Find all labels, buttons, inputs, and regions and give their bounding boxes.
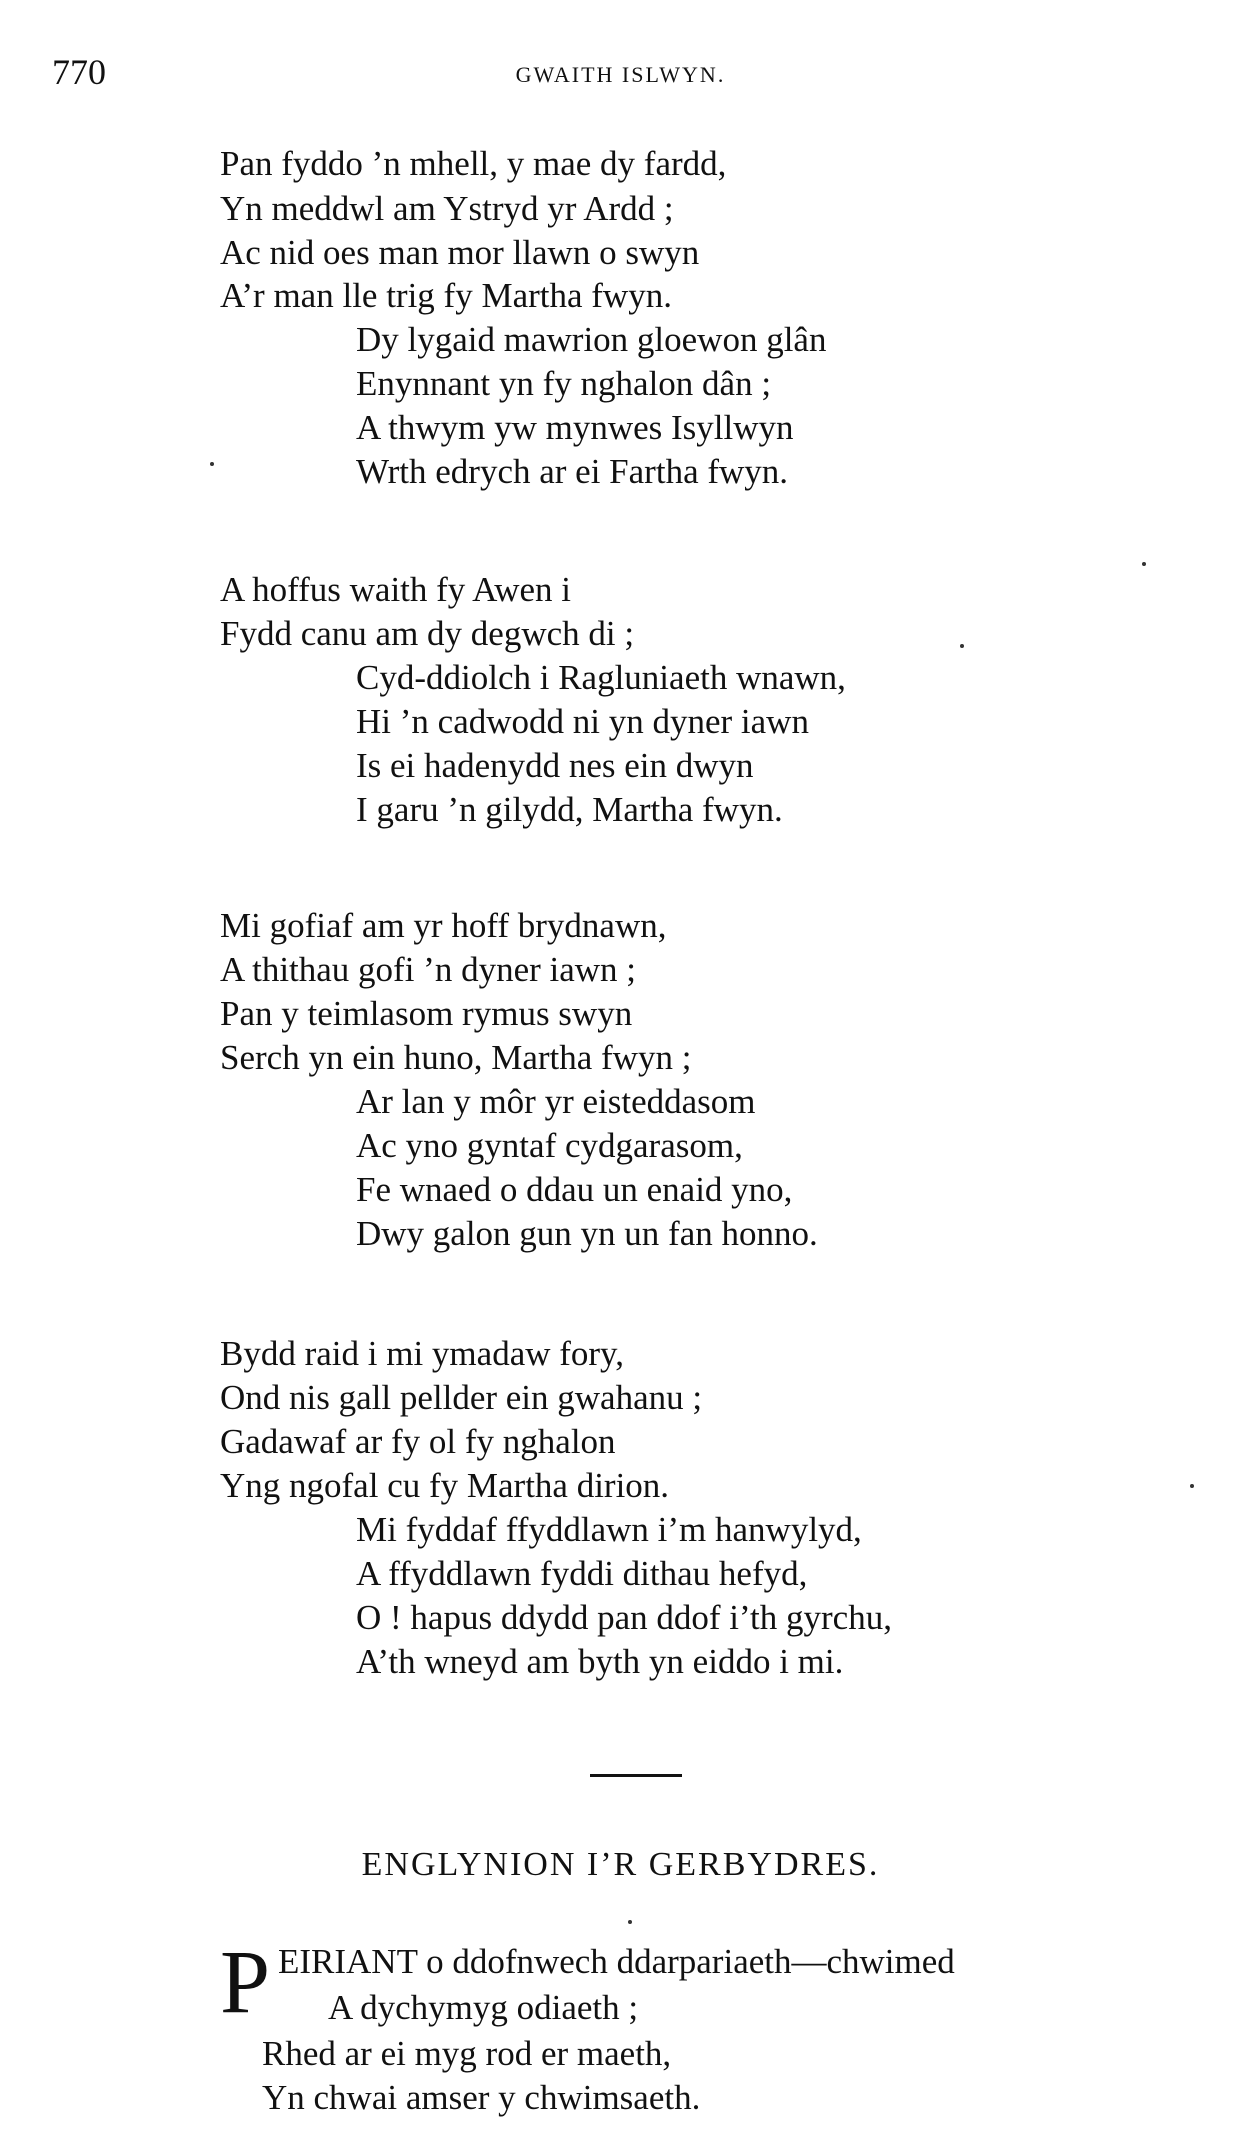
ink-speck: [1190, 1484, 1194, 1488]
poem-line: Fydd canu am dy degwch di ;: [220, 614, 635, 653]
poem-title: ENGLYNION I’R GERBYDRES.: [361, 1846, 880, 1883]
poem-line: A ffyddlawn fyddi dithau hefyd,: [356, 1554, 808, 1593]
page-number: 770: [52, 52, 106, 92]
ink-speck: [210, 462, 214, 466]
ink-speck: [960, 644, 964, 648]
poem-line: Ac nid oes man mor llawn o swyn: [220, 233, 700, 272]
poem-line: I garu ’n gilydd, Martha fwyn.: [356, 790, 783, 829]
poem-line: Fe wnaed o ddau un enaid yno,: [356, 1170, 793, 1209]
poem-line: Ond nis gall pellder ein gwahanu ;: [220, 1378, 703, 1417]
poem-line: Ar lan y môr yr eisteddasom: [356, 1082, 756, 1121]
poem-line: Wrth edrych ar ei Fartha fwyn.: [356, 452, 789, 491]
poem-line: Pan fyddo ’n mhell, y mae dy fardd,: [220, 144, 727, 183]
poem-line: Mi gofiaf am yr hoff brydnawn,: [220, 906, 667, 945]
poem-line: Yn meddwl am Ystryd yr Ardd ;: [220, 189, 674, 228]
poem-line: A thwym yw mynwes Isyllwyn: [356, 408, 794, 447]
poem-line: Bydd raid i mi ymadaw fory,: [220, 1334, 625, 1373]
poem-line: Cyd-ddiolch i Ragluniaeth wnawn,: [356, 658, 846, 697]
poem-line: Yn chwai amser y chwimsaeth.: [262, 2078, 701, 2117]
ink-speck: [1142, 562, 1146, 566]
poem-line: Yng ngofal cu fy Martha dirion.: [220, 1466, 670, 1505]
poem-line: EIRIANT o ddofnwech ddarpariaeth—chwimed: [278, 1942, 955, 1981]
poem-line: A dychymyg odiaeth ;: [328, 1988, 639, 2027]
poem-line: A’th wneyd am byth yn eiddo i mi.: [356, 1642, 844, 1681]
poem-line: A’r man lle trig fy Martha fwyn.: [220, 276, 672, 315]
poem-line: Enynnant yn fy nghalon dân ;: [356, 364, 772, 403]
running-head: GWAITH ISLWYN.: [515, 62, 726, 87]
poem-line: O ! hapus ddydd pan ddof i’th gyrchu,: [356, 1598, 892, 1637]
poem-line: Is ei hadenydd nes ein dwyn: [356, 746, 754, 785]
ink-speck: [628, 1920, 632, 1924]
poem-line: Mi fyddaf ffyddlawn i’m hanwylyd,: [356, 1510, 862, 1549]
drop-cap: P: [220, 1933, 271, 2032]
section-divider: [590, 1774, 682, 1777]
poem-line: A hoffus waith fy Awen i: [220, 570, 571, 609]
poem-line: Dwy galon gun yn un fan honno.: [356, 1214, 818, 1253]
poem-line: Gadawaf ar fy ol fy nghalon: [220, 1422, 616, 1461]
poem-line: Pan y teimlasom rymus swyn: [220, 994, 633, 1033]
poem-line: A thithau gofi ’n dyner iawn ;: [220, 950, 637, 989]
poem-line: Rhed ar ei myg rod er maeth,: [262, 2034, 672, 2073]
poem-line: Hi ’n cadwodd ni yn dyner iawn: [356, 702, 809, 741]
poem-line: Ac yno gyntaf cydgarasom,: [356, 1126, 743, 1165]
poem-line: Serch yn ein huno, Martha fwyn ;: [220, 1038, 692, 1077]
poem-line: Dy lygaid mawrion gloewon glân: [356, 320, 827, 359]
